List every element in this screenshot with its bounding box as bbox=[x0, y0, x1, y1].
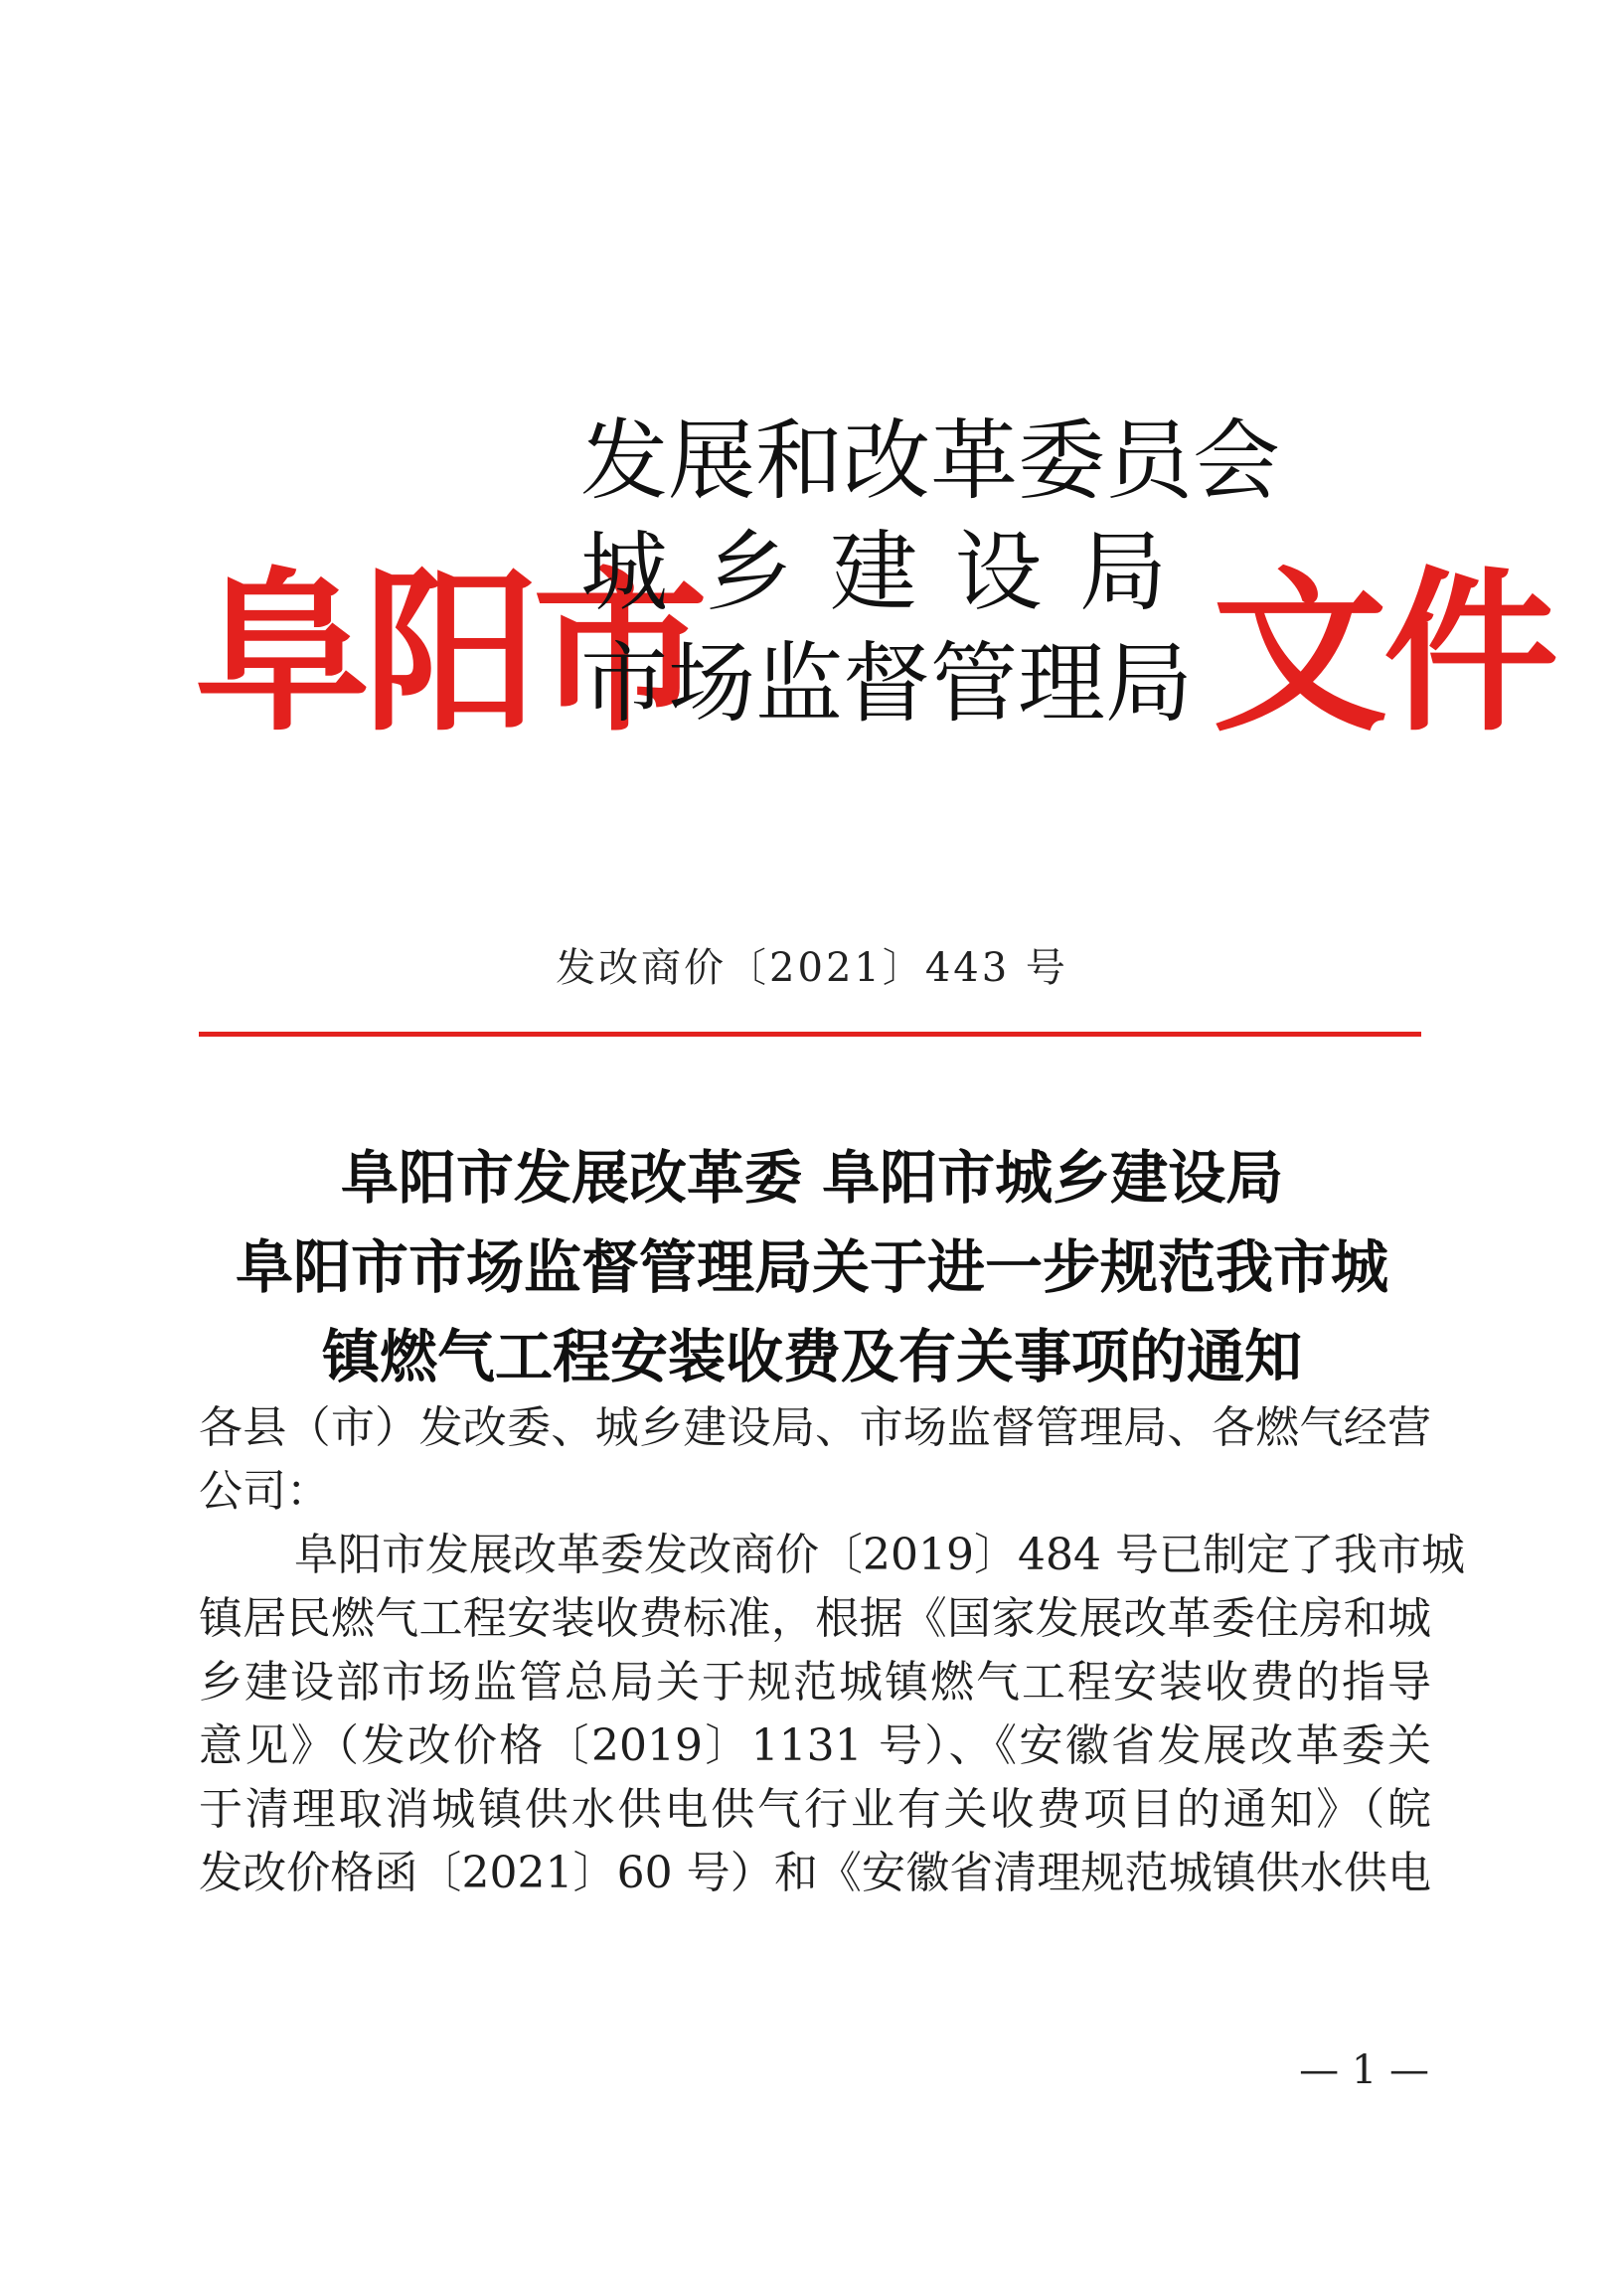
address-line-2: 公司： bbox=[199, 1466, 330, 1517]
header-agency-list bbox=[580, 406, 1281, 739]
document-body bbox=[199, 1396, 1465, 1905]
paragraph-line-1: 阜阳市发展改革委发改商价〔2019〕484 号已制定了我市城 bbox=[294, 1530, 1465, 1580]
paragraph-line-6: 发改价格函〔2021〕60 号）和《安徽省清理规范城镇供水供电 bbox=[199, 1848, 1431, 1898]
red-divider-line bbox=[199, 1032, 1421, 1037]
title-line-2: 阜阳市市场监督管理局关于进一步规范我市城 bbox=[235, 1233, 1388, 1301]
title-line-1: 阜阳市发展改革委 阜阳市城乡建设局 bbox=[340, 1144, 1284, 1212]
paragraph-line-4: 意见》（发改价格〔2019〕1131 号）、《安徽省发展改革委关 bbox=[199, 1720, 1431, 1771]
paragraph-line-2: 镇居民燃气工程安装收费标准，根据《国家发展改革委住房和城 bbox=[199, 1593, 1431, 1644]
header-document-label: 文件 bbox=[1213, 552, 1555, 755]
address-line-1: 各县（市）发改委、城乡建设局、市场监督管理局、各燃气经营 bbox=[199, 1402, 1431, 1453]
paragraph-line-5: 于清理取消城镇供水供电供气行业有关收费项目的通知》（皖 bbox=[199, 1784, 1431, 1835]
title-line-3: 镇燃气工程安装收费及有关事项的通知 bbox=[321, 1323, 1302, 1390]
document-title bbox=[179, 1133, 1445, 1401]
document-number: 发改商价〔2021〕443 号 bbox=[556, 945, 1068, 991]
header-city-title: 阜阳市 bbox=[195, 552, 703, 755]
page-number: — 1 — bbox=[1299, 2047, 1429, 2093]
header-agency-1: 发展和改革委员会 bbox=[580, 409, 1281, 512]
header-agency-2: 城乡建设局 bbox=[580, 521, 1167, 623]
header-agency-3: 市场监督管理局 bbox=[580, 632, 1194, 734]
paragraph-line-3: 乡建设部市场监管总局关于规范城镇燃气工程安装收费的指导 bbox=[199, 1657, 1431, 1708]
